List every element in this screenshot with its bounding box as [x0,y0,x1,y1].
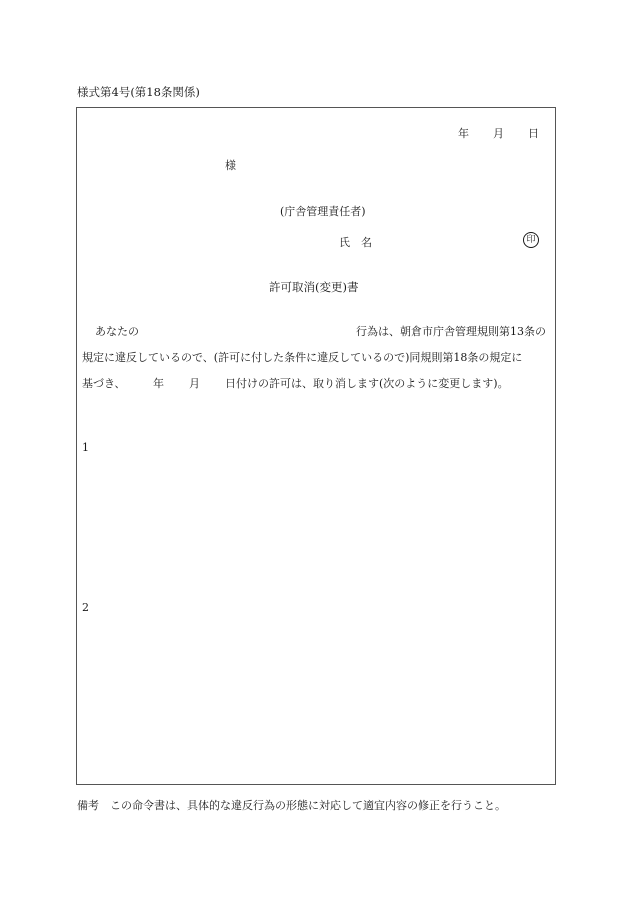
body-line1-start: あなたの [95,325,139,338]
date-month: 月 [493,127,504,140]
item-number-1: 1 [82,441,89,454]
issuer-title: (庁舎管理責任者) [280,205,366,218]
remarks-note: 備考 この命令書は、具体的な違反行為の形態に対応して適宜内容の修正を行うこと。 [77,799,506,812]
body-line2: 規定に違反しているので、(許可に付した条件に違反しているので)同規則第18条の規定に [82,351,523,364]
issuer-name-label: 氏 名 [339,236,372,249]
date-line [458,125,539,141]
recipient-honorific: 様 [225,159,236,172]
seal-icon: 印 [523,232,539,248]
item-number-2: 2 [82,601,89,614]
body-line3-start: 基づき、 [82,377,126,390]
form-number-header: 様式第4号(第18条関係) [77,85,200,99]
body-line1-end: 行為は、朝倉市庁舎管理規則第13条の [356,325,546,338]
body-line3-end: 日付けの許可は、取り消します(次のように変更します)。 [225,377,509,390]
date-day: 日 [528,127,539,140]
body-line3-year: 年 [153,377,164,390]
date-year: 年 [458,127,469,140]
document-title: 許可取消(変更)書 [269,280,359,294]
body-line3-month: 月 [189,377,200,390]
